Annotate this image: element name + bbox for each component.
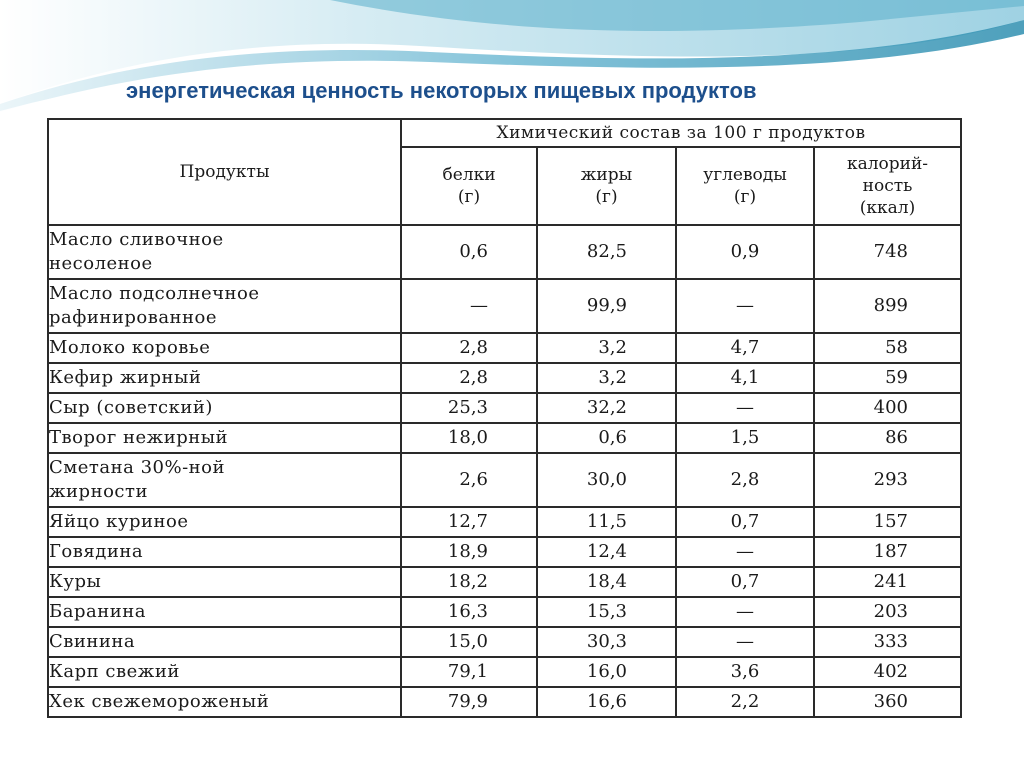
product-name: Масло подсолнечное [49,283,260,304]
product-name: Молоко коровье [49,337,211,358]
product-name: Куры [49,571,102,592]
carbs-cell: 2,2 [676,687,814,717]
product-name: Масло сливочное [49,229,224,250]
protein-cell: 15,0 [401,627,537,657]
fat-cell: 3,2 [537,363,676,393]
protein-cell: 2,8 [401,363,537,393]
fat-cell: 12,4 [537,537,676,567]
protein-cell: — [401,279,537,333]
scanned-table-image [47,118,962,722]
calories-cell: 402 [814,657,961,687]
calories-column-header [814,147,961,225]
carbs-cell: 1,5 [676,423,814,453]
column-header-line: белки [442,165,496,185]
protein-cell: 2,6 [401,453,537,507]
calories-cell: 187 [814,537,961,567]
table-row [48,453,961,507]
product-name: Сметана 30%-ной [49,457,225,478]
fat-cell: 11,5 [537,507,676,537]
table-row [48,225,961,279]
product-name: несоленое [49,253,153,274]
nutrition-table [47,118,962,718]
calories-cell: 241 [814,567,961,597]
fat-column-header [537,147,676,225]
product-name-cell [48,567,401,597]
products-column-header: Продукты [48,119,401,225]
calories-cell: 293 [814,453,961,507]
table-row [48,567,961,597]
product-name: Сыр (советский) [49,397,213,418]
column-header-line: калорий- [846,154,929,174]
protein-cell: 79,9 [401,687,537,717]
column-header-line: жиры [580,165,633,185]
product-name-cell [48,537,401,567]
fat-cell: 30,0 [537,453,676,507]
product-name-cell [48,423,401,453]
table-row [48,627,961,657]
product-name-cell [48,597,401,627]
column-header-line: (г) [457,187,481,207]
product-name: Говядина [49,541,144,562]
protein-cell: 79,1 [401,657,537,687]
fat-cell: 16,6 [537,687,676,717]
product-name-cell [48,225,401,279]
calories-cell: 59 [814,363,961,393]
carbs-cell: — [676,279,814,333]
product-name-cell [48,279,401,333]
product-name-cell [48,687,401,717]
fat-cell: 16,0 [537,657,676,687]
carbs-cell: 4,1 [676,363,814,393]
table-row [48,393,961,423]
product-name: Свинина [49,631,136,652]
fat-cell: 82,5 [537,225,676,279]
product-name: Карп свежий [49,661,180,682]
product-name-cell [48,453,401,507]
table-row [48,279,961,333]
product-name: Яйцо куриное [49,511,189,532]
carbs-cell: — [676,393,814,423]
protein-cell: 18,9 [401,537,537,567]
table-row [48,687,961,717]
carbs-cell: 2,8 [676,453,814,507]
table-body [48,225,961,717]
protein-cell: 18,0 [401,423,537,453]
fat-cell: 30,3 [537,627,676,657]
carbs-cell: 4,7 [676,333,814,363]
protein-cell: 25,3 [401,393,537,423]
fat-cell: 32,2 [537,393,676,423]
table-row [48,597,961,627]
product-name-cell [48,393,401,423]
carbs-cell: 0,9 [676,225,814,279]
table-row [48,363,961,393]
fat-cell: 15,3 [537,597,676,627]
product-name: рафинированное [49,307,218,328]
table-row [48,537,961,567]
product-name: Хек свежемороженый [49,691,270,712]
protein-cell: 12,7 [401,507,537,537]
column-header-line: (г) [733,187,757,207]
calories-cell: 899 [814,279,961,333]
product-name-cell [48,363,401,393]
carbs-cell: 0,7 [676,507,814,537]
fat-cell: 0,6 [537,423,676,453]
carbs-cell: — [676,597,814,627]
calories-cell: 360 [814,687,961,717]
carbs-cell: — [676,627,814,657]
protein-cell: 2,8 [401,333,537,363]
calories-cell: 333 [814,627,961,657]
column-header-line: ность [862,176,913,196]
calories-cell: 203 [814,597,961,627]
product-name: Баранина [49,601,146,622]
product-name-cell [48,627,401,657]
calories-cell: 748 [814,225,961,279]
carbs-cell: — [676,537,814,567]
fat-cell: 18,4 [537,567,676,597]
table-row [48,507,961,537]
column-header-line: углеводы [703,165,787,185]
product-name: жирности [49,481,148,502]
table-row [48,657,961,687]
calories-cell: 400 [814,393,961,423]
protein-cell: 0,6 [401,225,537,279]
chemical-composition-header: Химический состав за 100 г продуктов [401,119,961,147]
fat-cell: 99,9 [537,279,676,333]
product-name: Творог нежирный [49,427,229,448]
protein-cell: 18,2 [401,567,537,597]
protein-cell: 16,3 [401,597,537,627]
product-name-cell [48,507,401,537]
calories-cell: 86 [814,423,961,453]
calories-cell: 157 [814,507,961,537]
product-name-cell [48,657,401,687]
protein-column-header [401,147,537,225]
table-row [48,333,961,363]
carbs-cell: 0,7 [676,567,814,597]
slide-title: энергетическая ценность некоторых пищевых продуктов [126,78,757,103]
product-name: Кефир жирный [49,367,202,388]
column-header-line: (ккал) [859,198,916,218]
calories-cell: 58 [814,333,961,363]
carbs-cell: 3,6 [676,657,814,687]
product-name-cell [48,333,401,363]
fat-cell: 3,2 [537,333,676,363]
column-header-line: (г) [595,187,618,207]
table-row [48,423,961,453]
carbs-column-header [676,147,814,225]
